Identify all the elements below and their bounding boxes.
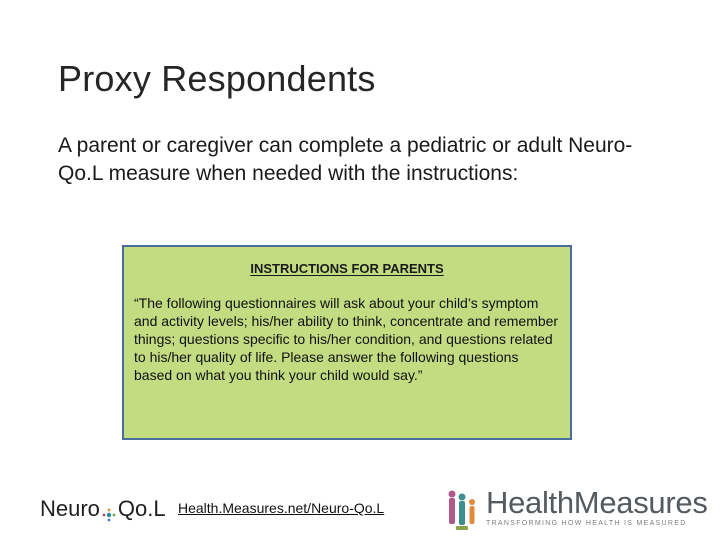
neuro-qol-logo-mark-icon (102, 502, 116, 516)
instructions-quote: “The following questionnaires will ask about your child’s symptom and activity levels; his/her ability to think, concentrate and remember things; questions specific to his/her condition, and questions related to his/her quality of life. Please answer the following questions based on what you think your child would say.” (134, 295, 559, 383)
instructions-heading: INSTRUCTIONS FOR PARENTS (250, 261, 444, 276)
intro-paragraph: A parent or caregiver can complete a pediatric or adult Neuro-Qo.L measure when needed with the instructions: (58, 134, 633, 185)
health-measures-logo (486, 485, 708, 532)
page-title: Proxy Respondents (58, 58, 376, 99)
health-measures-name: HealthMeasures (486, 485, 708, 520)
neuro-qol-logo (40, 496, 166, 522)
neuro-qol-link[interactable]: Health.Measures.net/Neuro-Qo.L (178, 500, 385, 516)
health-measures-figures-icon (444, 488, 480, 532)
neuro-logo-text: Neuro (40, 496, 100, 521)
health-measures-tagline: TRANSFORMING HOW HEALTH IS MEASURED (486, 520, 687, 527)
instructions-box (122, 245, 572, 440)
qol-logo-text: Qo.L (117, 496, 166, 521)
